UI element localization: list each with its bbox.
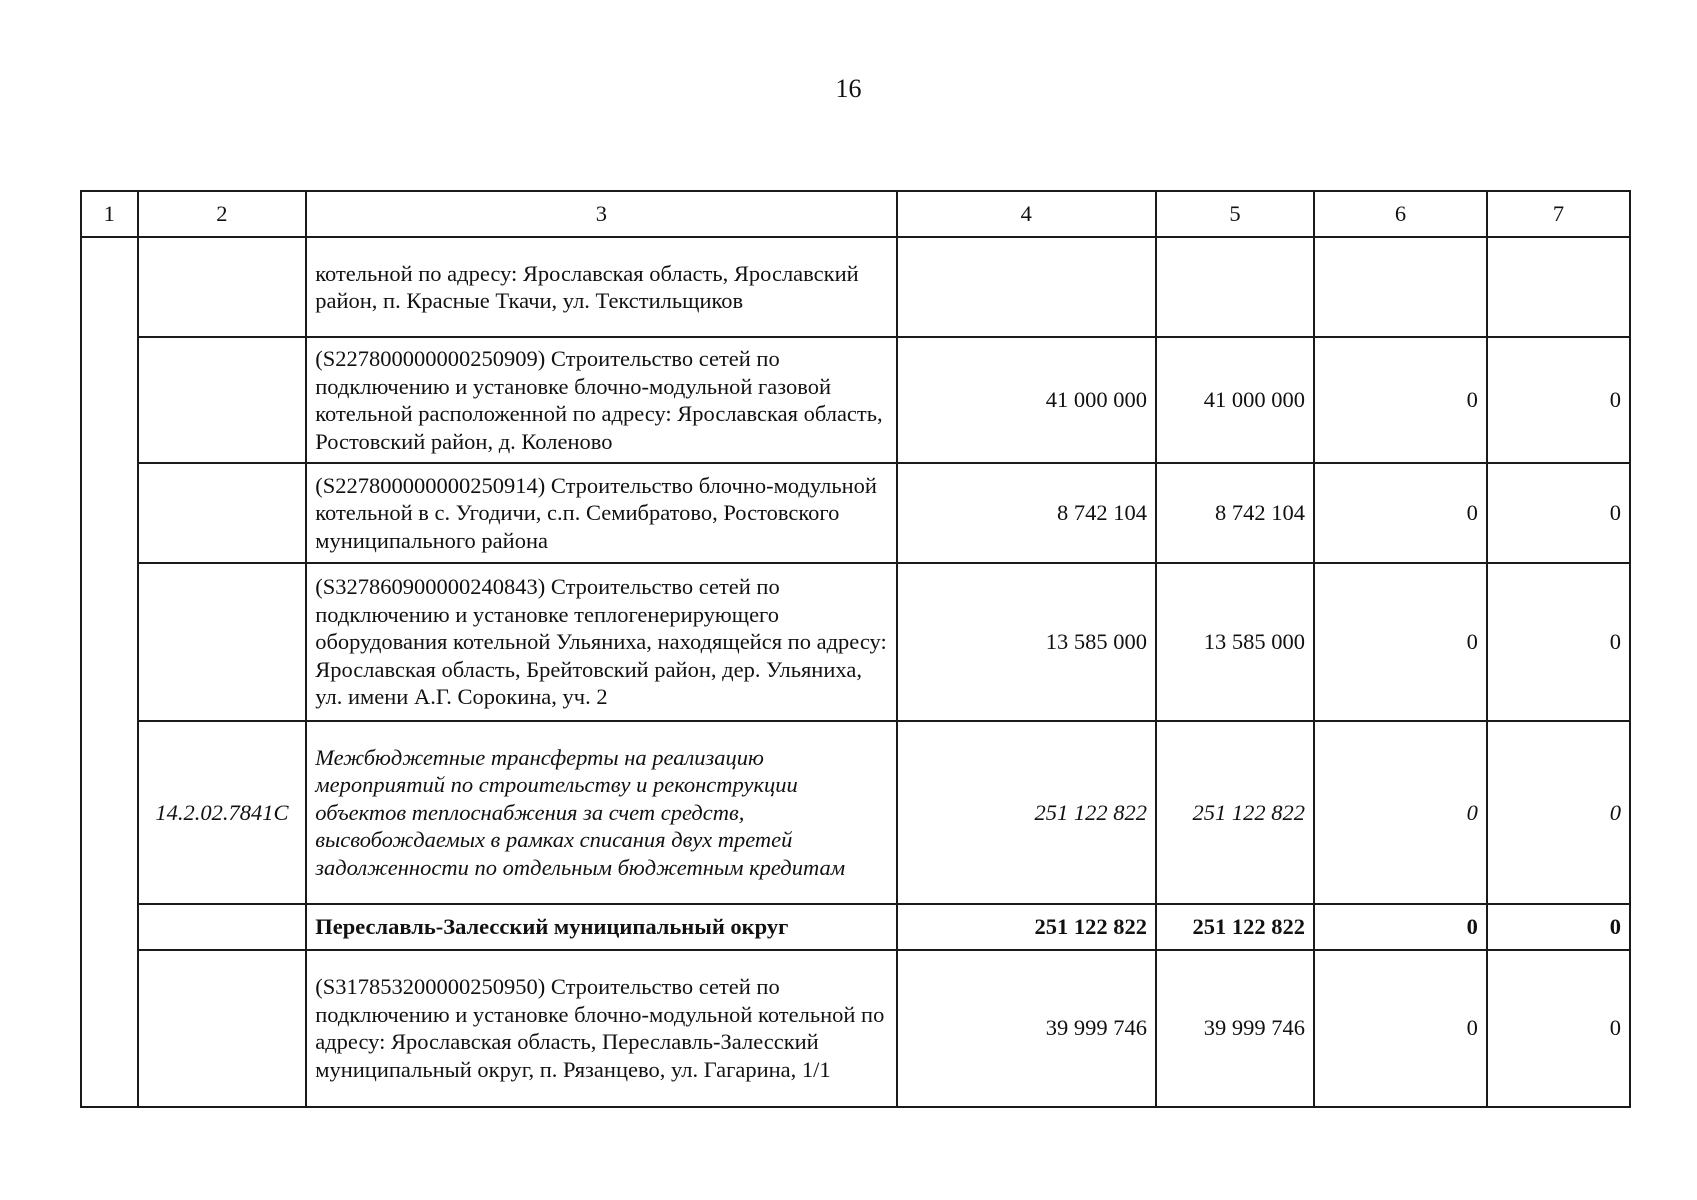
code-cell <box>138 904 307 950</box>
value-cell: 0 <box>1314 904 1487 950</box>
value-cell <box>897 237 1156 337</box>
value-cell: 0 <box>1487 904 1630 950</box>
value-cell: 13 585 000 <box>897 563 1156 721</box>
description-cell: Межбюджетные трансферты на реализацию мероприятий по строительству и реконструкции объектов теплоснабжения за счет средств, высвобождаемых в рамках списания двух третей задолженности по отдельным бюджетным кредитам <box>306 721 896 904</box>
table-row <box>81 721 1630 904</box>
value-cell: 251 122 822 <box>1156 904 1314 950</box>
code-cell <box>138 563 307 721</box>
code-cell <box>138 950 307 1107</box>
table-row <box>81 563 1630 721</box>
value-cell: 0 <box>1314 563 1487 721</box>
description-cell: (S227800000000250909) Строительство сетей по подключению и установке блочно-модульной газовой котельной расположенной по адресу: Ярославская область, Ростовский район, д. Коленово <box>306 337 896 463</box>
value-cell: 0 <box>1487 721 1630 904</box>
value-cell: 0 <box>1314 463 1487 563</box>
column-header: 1 <box>81 191 138 237</box>
value-cell: 0 <box>1487 950 1630 1107</box>
value-cell: 0 <box>1314 950 1487 1107</box>
table-row <box>81 904 1630 950</box>
table-row <box>81 337 1630 463</box>
description-cell: (S317853200000250950) Строительство сетей по подключению и установке блочно-модульной котельной по адресу: Ярославская область, Переславль-Залесский муниципальный округ, п. Рязанцево, ул. Гагарина, 1/1 <box>306 950 896 1107</box>
value-cell: 0 <box>1487 337 1630 463</box>
column-header: 6 <box>1314 191 1487 237</box>
column-header: 7 <box>1487 191 1630 237</box>
value-cell: 13 585 000 <box>1156 563 1314 721</box>
value-cell: 251 122 822 <box>897 721 1156 904</box>
value-cell: 0 <box>1314 337 1487 463</box>
value-cell <box>1314 237 1487 337</box>
description-cell: (S327860900000240843) Строительство сетей по подключению и установке теплогенерирующего оборудования котельной Ульяниха, находящейся по адресу: Ярославская область, Брейтовский район, дер. Ульяниха, ул. имени А.Г. Сорокина, уч. 2 <box>306 563 896 721</box>
column-header: 5 <box>1156 191 1314 237</box>
column-1-cell <box>81 237 138 1107</box>
description-cell: (S227800000000250914) Строительство блочно-модульной котельной в с. Угодичи, с.п. Семибратово, Ростовского муниципального района <box>306 463 896 563</box>
code-cell <box>138 237 307 337</box>
code-cell <box>138 463 307 563</box>
value-cell: 39 999 746 <box>897 950 1156 1107</box>
description-cell: котельной по адресу: Ярославская область, Ярославский район, п. Красные Ткачи, ул. Текстильщиков <box>306 237 896 337</box>
value-cell: 8 742 104 <box>897 463 1156 563</box>
value-cell: 41 000 000 <box>1156 337 1314 463</box>
value-cell <box>1487 237 1630 337</box>
table-header-row <box>81 191 1630 237</box>
value-cell: 39 999 746 <box>1156 950 1314 1107</box>
table-row <box>81 950 1630 1107</box>
column-header: 2 <box>138 191 307 237</box>
description-cell: Переславль-Залесский муниципальный округ <box>306 904 896 950</box>
value-cell <box>1156 237 1314 337</box>
column-header: 3 <box>306 191 896 237</box>
page-number: 16 <box>835 74 862 103</box>
table-row <box>81 237 1630 337</box>
value-cell: 0 <box>1487 463 1630 563</box>
value-cell: 41 000 000 <box>897 337 1156 463</box>
value-cell: 0 <box>1314 721 1487 904</box>
code-cell: 14.2.02.7841С <box>138 721 307 904</box>
value-cell: 251 122 822 <box>1156 721 1314 904</box>
code-cell <box>138 337 307 463</box>
value-cell: 8 742 104 <box>1156 463 1314 563</box>
budget-table <box>80 190 1631 1108</box>
column-header: 4 <box>897 191 1156 237</box>
value-cell: 251 122 822 <box>897 904 1156 950</box>
value-cell: 0 <box>1487 563 1630 721</box>
table-row <box>81 463 1630 563</box>
